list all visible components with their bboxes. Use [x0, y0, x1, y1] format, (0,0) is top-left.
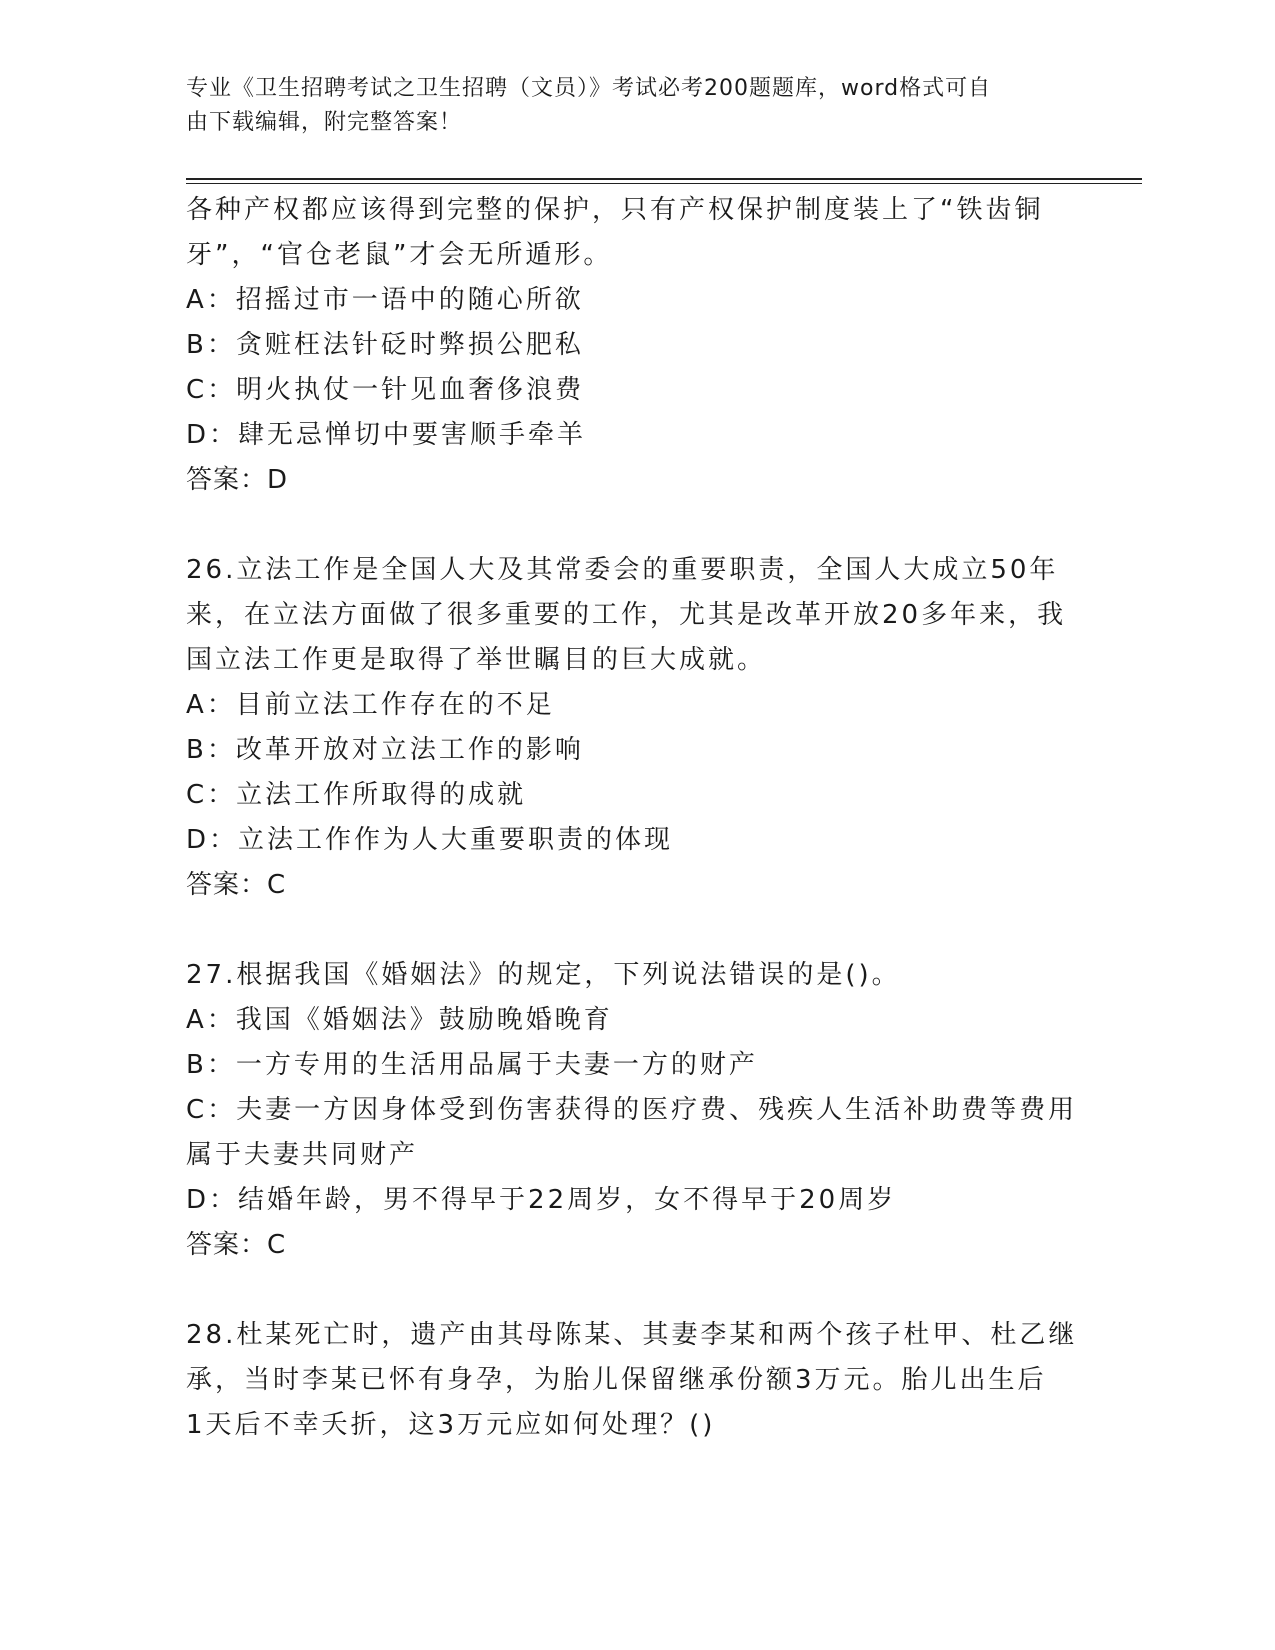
spacer — [186, 503, 1086, 548]
option-a: A：招摇过市一语中的随心所欲 — [186, 285, 584, 315]
option-c: C：明火执仗一针见血奢侈浪费 — [186, 375, 585, 405]
question-28 — [186, 1313, 1086, 1448]
question-stem: 国立法工作更是取得了举世瞩目的巨大成就。 — [186, 645, 767, 675]
option-a: A：目前立法工作存在的不足 — [186, 690, 555, 720]
option-a: A：我国《婚姻法》鼓励晚婚晚育 — [186, 1005, 613, 1035]
question-stem: 28.杜某死亡时，遗产由其母陈某、其妻李某和两个孩子杜甲、杜乙继 — [186, 1320, 1078, 1350]
header-line: 由下载编辑，附完整答案！ — [186, 110, 463, 135]
question-stem: 1天后不幸夭折，这3万元应如何处理？() — [186, 1410, 716, 1440]
question-stem: 26.立法工作是全国人大及其常委会的重要职责，全国人大成立50年 — [186, 555, 1059, 585]
option-b: B：一方专用的生活用品属于夫妻一方的财产 — [186, 1050, 758, 1080]
question-25 — [186, 188, 1086, 503]
option-c: C：夫妻一方因身体受到伤害获得的医疗费、残疾人生活补助费等费用 — [186, 1095, 1078, 1125]
option-d: D：肆无忌惮切中要害顺手牵羊 — [186, 420, 587, 450]
header-rule-thick — [186, 178, 1142, 180]
option-d: D：结婚年龄，男不得早于22周岁，女不得早于20周岁 — [186, 1185, 897, 1215]
question-stem: 各种产权都应该得到完整的保护，只有产权保护制度装上了“铁齿铜 — [186, 195, 1044, 225]
option-d: D：立法工作作为人大重要职责的体现 — [186, 825, 674, 855]
question-26 — [186, 548, 1086, 908]
option-b: B：改革开放对立法工作的影响 — [186, 735, 584, 765]
spacer — [186, 908, 1086, 953]
answer-line: 答案：C — [186, 870, 287, 900]
option-c-continued: 属于夫妻共同财产 — [186, 1140, 419, 1170]
question-stem: 承，当时李某已怀有身孕，为胎儿保留继承份额3万元。胎儿出生后 — [186, 1365, 1047, 1395]
question-stem: 牙”，“官仓老鼠”才会无所遁形。 — [186, 240, 613, 270]
header-line: 专业《卫生招聘考试之卫生招聘（文员）》考试必考200题题库，word格式可自 — [186, 76, 992, 101]
question-stem: 27.根据我国《婚姻法》的规定，下列说法错误的是()。 — [186, 960, 901, 990]
question-27 — [186, 953, 1086, 1268]
question-list — [186, 188, 1086, 1448]
document-header — [186, 72, 1066, 140]
option-b: B：贪赃枉法针砭时弊损公肥私 — [186, 330, 584, 360]
answer-line: 答案：D — [186, 465, 289, 495]
answer-line: 答案：C — [186, 1230, 287, 1260]
header-rule-thin — [186, 183, 1142, 184]
question-stem: 来，在立法方面做了很多重要的工作，尤其是改革开放20多年来，我 — [186, 600, 1067, 630]
option-c: C：立法工作所取得的成就 — [186, 780, 527, 810]
spacer — [186, 1268, 1086, 1313]
